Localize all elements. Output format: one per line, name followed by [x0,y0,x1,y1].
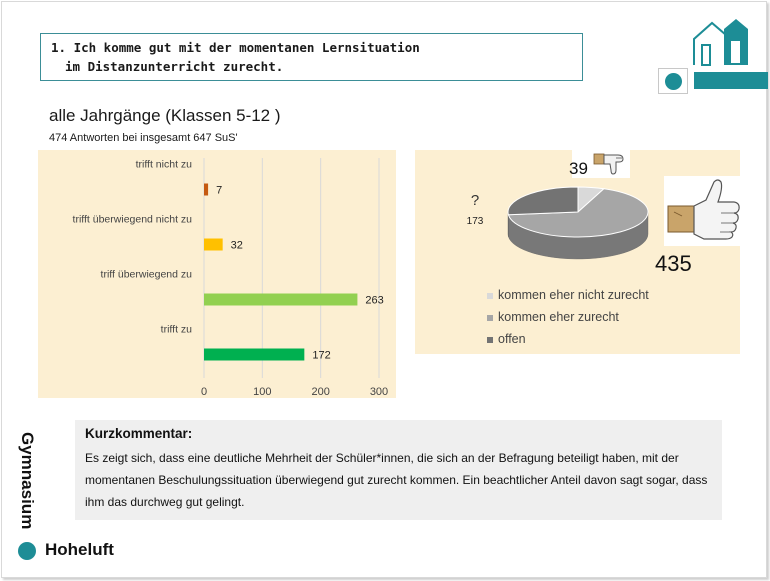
page-heading: alle Jahrgänge (Klassen 5-12 ) [49,106,281,125]
legend-swatch [487,337,493,343]
data-label: 7 [216,184,223,197]
bar [204,239,223,251]
pie-data-label: 435 [655,251,692,276]
x-tick-label: 300 [369,386,389,398]
comment-box [75,420,722,520]
thumbs-up-icon [666,176,742,244]
legend-label: offen [498,332,526,346]
data-label: 263 [365,294,384,307]
unknown-marker: ? [470,192,480,209]
question-line-1: 1. Ich komme gut mit der momentanen Lernsituation [51,40,420,55]
pie-data-label: 39 [569,159,588,178]
logo-dot-box [658,68,688,94]
bar [204,184,208,196]
school-vertical-label [8,428,48,538]
legend-label: kommen eher zurecht [498,310,619,324]
legend-swatch [487,293,493,299]
pie-data-label: 173 [466,216,484,227]
x-tick-label: 100 [253,386,272,398]
bar-chart [38,150,396,398]
logo-dot [665,73,682,90]
category-label: trifft zu [160,323,192,336]
question-line-2: im Distanzunterricht zurecht. [65,59,284,74]
category-label: trifft nicht zu [135,158,192,171]
x-tick-label: 0 [200,386,208,398]
category-label: trifft überwiegend nicht zu [72,213,192,226]
school-logo-dot [18,542,36,560]
school-vertical-text: Gymnasium [18,432,37,530]
pie-slice [508,187,578,215]
category-label: triff überwiegend zu [100,268,192,281]
legend-label: kommen eher nicht zurecht [498,288,649,302]
page-subheading: 474 Antworten bei insgesamt 647 SuS' [49,132,238,144]
bar [204,294,357,306]
logo-bar [694,72,768,89]
data-label: 32 [230,239,243,252]
comment-text: Es zeigt sich, dass eine deutliche Mehrheit der Schüler*innen, die sich an der Befragung beteiligt haben, mit der momentanen Beschulungssituation überwiegend gut zurecht kommen. Ein beachtlicher Anteil davon sagt sogar, dass ihm das durchweg gut gelingt. [85,451,708,509]
comment-title: Kurzkommentar: [85,426,193,441]
data-label: 172 [312,349,331,362]
question-box [40,33,583,81]
school-logo-icon [690,15,750,67]
school-name: Hoheluft [45,540,114,559]
bar [204,349,304,361]
thumbs-down-icon [592,150,626,178]
legend-swatch [487,315,493,321]
x-tick-label: 200 [311,386,330,398]
